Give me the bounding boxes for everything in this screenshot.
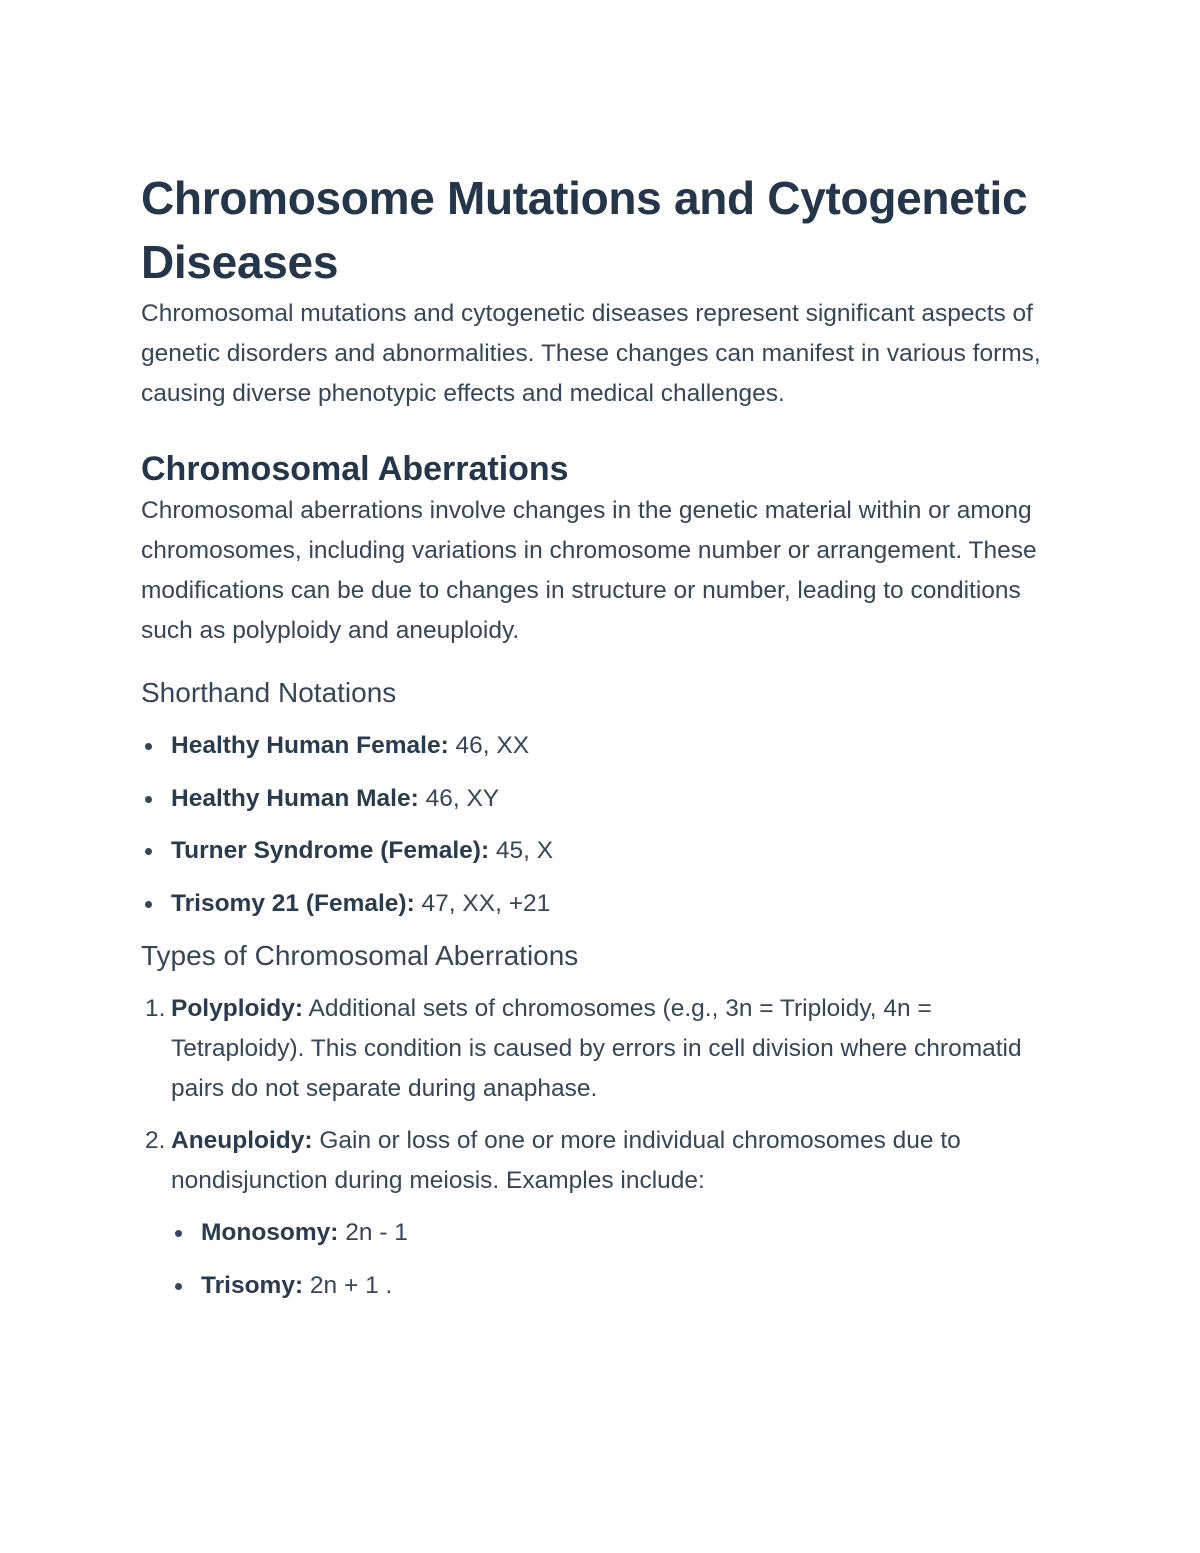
item-label: Turner Syndrome (Female):	[171, 837, 490, 864]
list-item-aneuploidy	[141, 1121, 1071, 1306]
list-item	[141, 726, 1071, 766]
bullet-icon	[145, 848, 152, 855]
item-label: Healthy Human Female:	[171, 732, 449, 759]
item-label: Aneuploidy:	[171, 1127, 313, 1154]
item-number: 1.	[145, 995, 166, 1022]
item-number: 2.	[145, 1127, 166, 1154]
item-label: Healthy Human Male:	[171, 784, 419, 812]
subheading-shorthand: Shorthand Notations	[141, 677, 397, 708]
aberrations-paragraph: Chromosomal aberrations involve changes in the genetic material within or among chromosomes, including variations in chromosome number or arrangement. These modifications can be due to changes in structure or number, leading to conditions such as polyploidy and aneuploidy.	[141, 497, 1037, 644]
document-page	[141, 166, 1071, 1319]
item-value: 2n - 1	[338, 1219, 408, 1246]
item-value: 46, XY	[418, 784, 500, 812]
item-label: Trisomy 21 (Female):	[171, 889, 415, 917]
item-value: 45, X	[489, 837, 554, 864]
item-value: 47, XX, +21	[414, 889, 551, 917]
list-item	[141, 831, 1071, 871]
shorthand-list	[141, 726, 1071, 924]
list-item	[171, 1213, 1071, 1253]
item-value: 2n + 1 .	[303, 1272, 393, 1299]
item-label: Polyploidy:	[171, 995, 304, 1022]
item-text: Additional sets of chromosomes (e.g., 3n = Triploidy, 4n = Tetraploidy). This condition is caused by errors in cell division where chromatid pairs do not separate during anaphase.	[171, 995, 1022, 1102]
section-heading-aberrations: Chromosomal Aberrations	[141, 450, 569, 488]
item-label: Trisomy:	[201, 1272, 304, 1299]
bullet-icon	[145, 901, 152, 908]
item-text: Gain or loss of one or more individual chromosomes due to nondisjunction during meiosis. Examples include:	[171, 1127, 961, 1194]
intro-paragraph: Chromosomal mutations and cytogenetic diseases represent significant aspects of genetic disorders and abnormalities. These changes can manifest in various forms, causing diverse phenotypic effects and medical challenges.	[141, 300, 1041, 407]
list-item	[141, 779, 1071, 819]
list-item-polyploidy	[141, 989, 1071, 1109]
aneuploidy-examples-list	[171, 1213, 1071, 1306]
item-value: 46, XX	[448, 732, 530, 759]
bullet-icon	[145, 743, 152, 750]
types-list	[141, 989, 1071, 1306]
bullet-icon	[175, 1230, 182, 1237]
item-label: Monosomy:	[201, 1219, 339, 1246]
list-item	[141, 884, 1071, 924]
bullet-icon	[145, 796, 152, 803]
page-title: Chromosome Mutations and Cytogenetic Diseases	[141, 172, 1028, 288]
bullet-icon	[175, 1283, 182, 1290]
list-item	[171, 1266, 1071, 1306]
subheading-types: Types of Chromosomal Aberrations	[141, 940, 579, 971]
